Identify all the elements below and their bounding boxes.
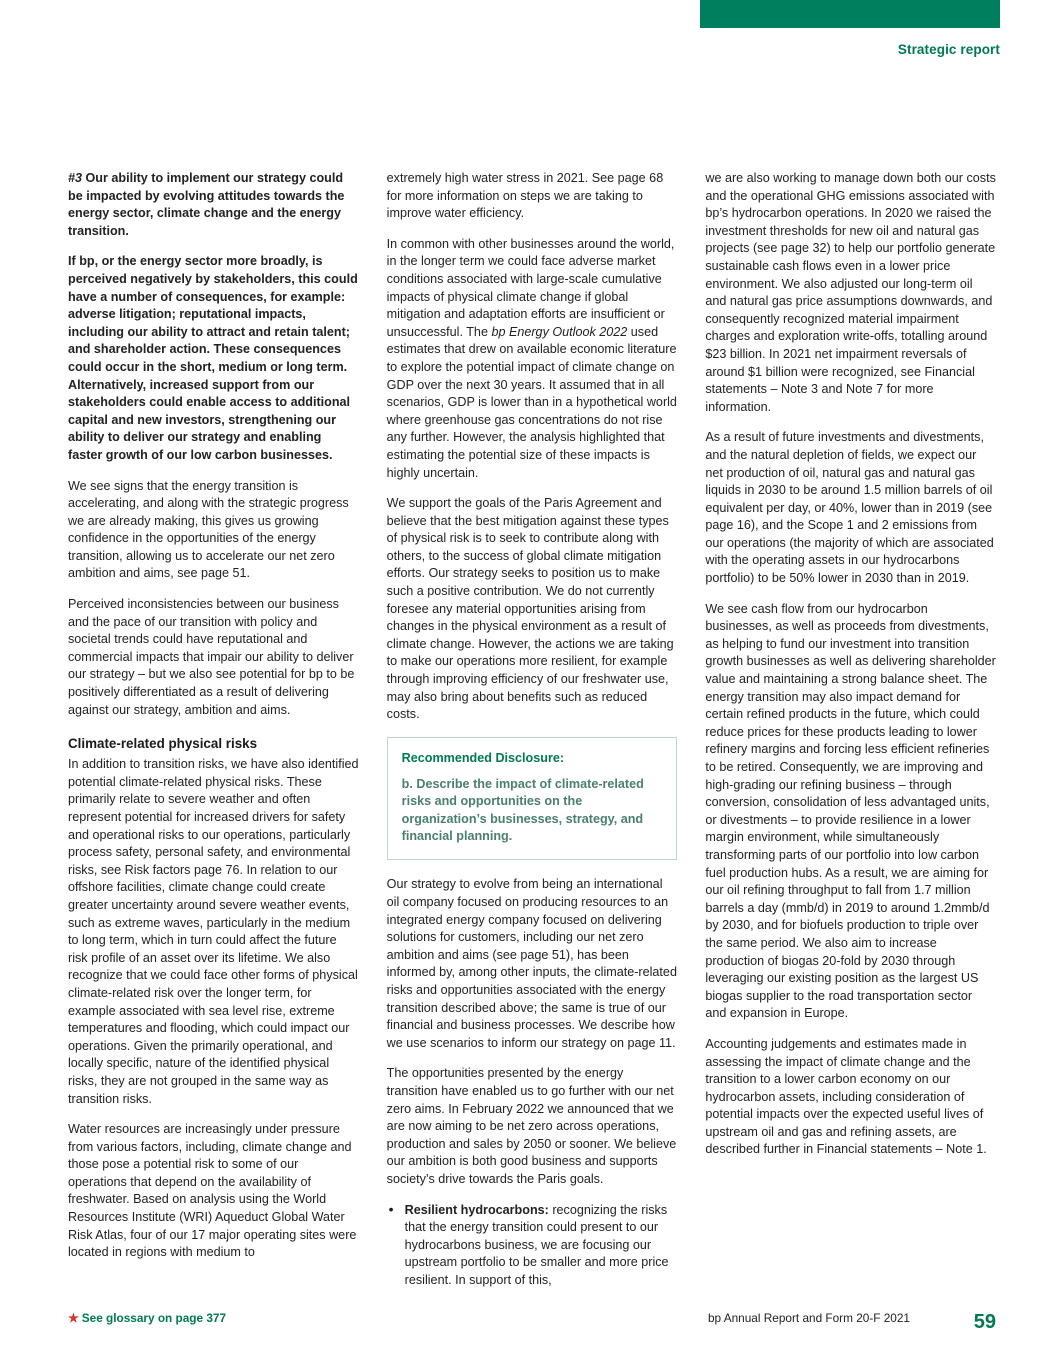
risk-number: #3 <box>68 171 83 185</box>
column-3 <box>705 170 996 1302</box>
page-footer <box>68 1311 996 1333</box>
col2-paragraph-5: The opportunities presented by the energy transition have enabled us to go further with our net zero aims. In February 2022 we announced that we are now aiming to be net zero across operations, production and sales by 2050 or sooner. We believe our ambition is both good business and supports society’s drive towards the Paris goals. <box>386 1066 677 1186</box>
list-item <box>403 1202 678 1290</box>
publication-name: bp Annual Report and Form 20-F 2021 <box>708 1311 910 1325</box>
bullet-body-text: recognizing the risks that the energy transition could present to our hydrocarbons business, we are focusing our upstream portfolio to be smaller and more price resilient. In support of this, <box>404 1202 669 1287</box>
bullet-lead-label: Resilient hydrocarbons: <box>404 1202 549 1217</box>
col3-paragraph-4: Accounting judgements and estimates made in assessing the impact of climate change and the transition to a lower carbon economy on our hydrocarbon assets, including consideration of potential impacts over the expected useful lives of upstream oil and gas and refining assets, are described further in Financial statements – Note 1. <box>705 1036 987 1157</box>
recommended-disclosure-body: b. Describe the impact of climate-related risks and opportunities on the organization’s businesses, strategy, and financial planning. <box>401 776 644 844</box>
risk-heading-text: Our ability to implement our strategy could be impacted by evolving attitudes towards the energy sector, climate change and the energy transition. <box>68 171 345 238</box>
column-1 <box>68 170 359 1302</box>
col2-paragraph-2 <box>387 236 678 482</box>
physical-risks-subheading: Climate-related physical risks <box>68 736 258 752</box>
col3-paragraph-3: We see cash flow from our hydrocarbon businesses, as well as proceeds from divestments, as helping to fund our investment into transition growth businesses as well as delivering shareholder value and maintaining a strong balance sheet. The energy transition may also impact demand for certain refined products in the future, which could reduce prices for these products leading to lower refinery margins and forcing less efficient refineries to be retired. Consequently, we are improving and high-grading our refining business – through conversion, consolidation of less advantaged units, or divestments – to provide resilience in a lower margin environment, while simultaneously transforming parts of our portfolio into low carbon fuel production hubs. As a result, we are aiming for our oil refining throughput to fall from 1.7 million barrels a day (mmb/d) in 2019 to around 1.2mmb/d by 2030, and for biofuels production to triple over the same period. We also aim to increase production of biogas 20-fold by 2030 through leveraging our existing position as the largest US biogas supplier to the road transportation sector and expansion in Europe. <box>705 601 996 1021</box>
col2-paragraph-2-part2: used estimates that drew on available economic literature to explore the potential impact of climate change on GDP over the next 30 years. It assumed that in all scenarios, GDP is lower than in a hypothetical world where greenhouse gas concentrations do not rise any further. However, the analysis highlighted that estimating the potential size of these impacts is highly uncertain. <box>386 324 677 480</box>
col2-paragraph-2-part1: In common with other businesses around the world, in the longer term we could face adverse market conditions associated with large-scale cumulative impacts of physical climate change if global mitigation and adaptation efforts are insufficient or unsuccessful. The <box>386 236 675 339</box>
recommended-disclosure-title: Recommended Disclosure: <box>401 750 565 765</box>
col2-paragraph-4: Our strategy to evolve from being an international oil company focused on producing resources to an integrated energy company focused on delivering solutions for customers, including our net zero ambition and aims (see page 51), has been informed by, among other inputs, the climate-related risks and opportunities associated with the energy transition described above; the same is true of our financial and business processes. We describe how we use scenarios to inform our strategy on page 11. <box>386 877 677 1050</box>
col1-paragraph-2: Perceived inconsistencies between our business and the pace of our transition with policy and societal trends could have reputational and commercial impacts that impair our ability to deliver our strategy – but we also see potential for bp to be positively differentiated as a result of delivering against our strategy, ambition and aims. <box>68 597 355 717</box>
header-accent-bar <box>700 0 1000 28</box>
glossary-note <box>68 1311 226 1325</box>
col2-paragraph-1: extremely high water stress in 2021. See page 68 for more information on steps we are taking to improve water efficiency. <box>386 171 664 221</box>
risk-intro-paragraph: If bp, or the energy sector more broadly, is perceived negatively by stakeholders, this could have a number of consequences, for example: adverse litigation; reputational impacts, including our ability to attract and retain talent; and shareholder action. These consequences could occur in the short, medium or long term. Alternatively, increased support from our stakeholders could enable access to additional capital and new investors, strengthening our ability to deliver our strategy and enabling faster growth of our low carbon businesses. <box>68 254 358 462</box>
star-icon: ★ <box>68 1311 79 1325</box>
article-columns <box>68 170 996 1302</box>
page-number: 59 <box>973 1311 996 1333</box>
strategy-bullet-list <box>387 1202 678 1290</box>
col3-paragraph-2: As a result of future investments and divestments, and the natural depletion of fields, we expect our net production of oil, natural gas and natural gas liquids in 2030 to be around 1.5 million barrels of oil equivalent per day, or 40%, lower than in 2019 (see page 16), and the Scope 1 and 2 emissions from our operations (the majority of which are associated with the operating assets in our hydrocarbons portfolio) to be 50% lower in 2030 than in 2019. <box>705 430 994 586</box>
recommended-disclosure-box <box>387 737 678 861</box>
col1-paragraph-1: We see signs that the energy transition is accelerating, and along with the strategic progress we are already making, this gives us growing confidence in the opportunities of the energy transition, allowing us to accelerate our net zero ambition and aims, see page 51. <box>68 478 349 581</box>
column-2 <box>387 170 678 1302</box>
glossary-note-text: See glossary on page 377 <box>81 1311 227 1325</box>
col1-paragraph-4: Water resources are increasingly under pressure from various factors, including, climate change and those pose a potential risk to some of our operations that depend on the availability of freshwater. Based on analysis using the World Resources Institute (WRI) Aqueduct Global Water Risk Atlas, four of our 17 major operating sites were located in regions with medium to <box>68 1122 357 1260</box>
section-header-label: Strategic report <box>897 42 1000 57</box>
col2-paragraph-3: We support the goals of the Paris Agreement and believe that the best mitigation against these types of physical risk is to seek to contribute along with others, to the success of global climate mitigation efforts. Our strategy seeks to position us to make such a positive contribution. We do not currently foresee any material opportunities arising from changes in the physical environment as a result of climate change. However, the actions we are taking to make our operations more resilient, for example through improving efficiency of our freshwater use, may also bring about benefits such as reduced costs. <box>386 496 674 722</box>
risk-heading <box>68 170 359 240</box>
bp-energy-outlook-title: bp Energy Outlook 2022 <box>491 324 628 339</box>
col1-paragraph-3: In addition to transition risks, we have also identified potential climate-related physical risks. These primarily relate to severe weather and often represent potential for increased drivers for safety and operational risks to our operations, particularly process safety, personal safety, and environmental risks, see Risk factors page 76. In relation to our offshore facilities, climate change could create greater uncertainty around severe weather events, such as extreme waves, particularly in the medium to long term, which in turn could affect the future risk profile of an asset over its lifetime. We also recognize that we could face other forms of physical climate-related risk over the longer term, for example associated with sea level rise, extreme temperatures and flooding, which could impact our operations. Given the primarily operational, and locally specific, nature of the identified physical risks, they are not grouped in the same way as transition risks. <box>68 757 359 1106</box>
col3-paragraph-1: we are also working to manage down both our costs and the operational GHG emissions associated with bp’s hydrocarbon operations. In 2020 we raised the investment thresholds for new oil and natural gas projects (see page 32) to help our portfolio generate sustainable cash flows even in a lower price environment. We also adjusted our long-term oil and natural gas price assumptions downwards, and consequently recognized material impairment charges and exploration write-offs, totalling around $23 billion. In 2021 net impairment reversals of around $1 billion were recognized, see Financial statements – Note 3 and Note 7 for more information. <box>705 171 996 414</box>
